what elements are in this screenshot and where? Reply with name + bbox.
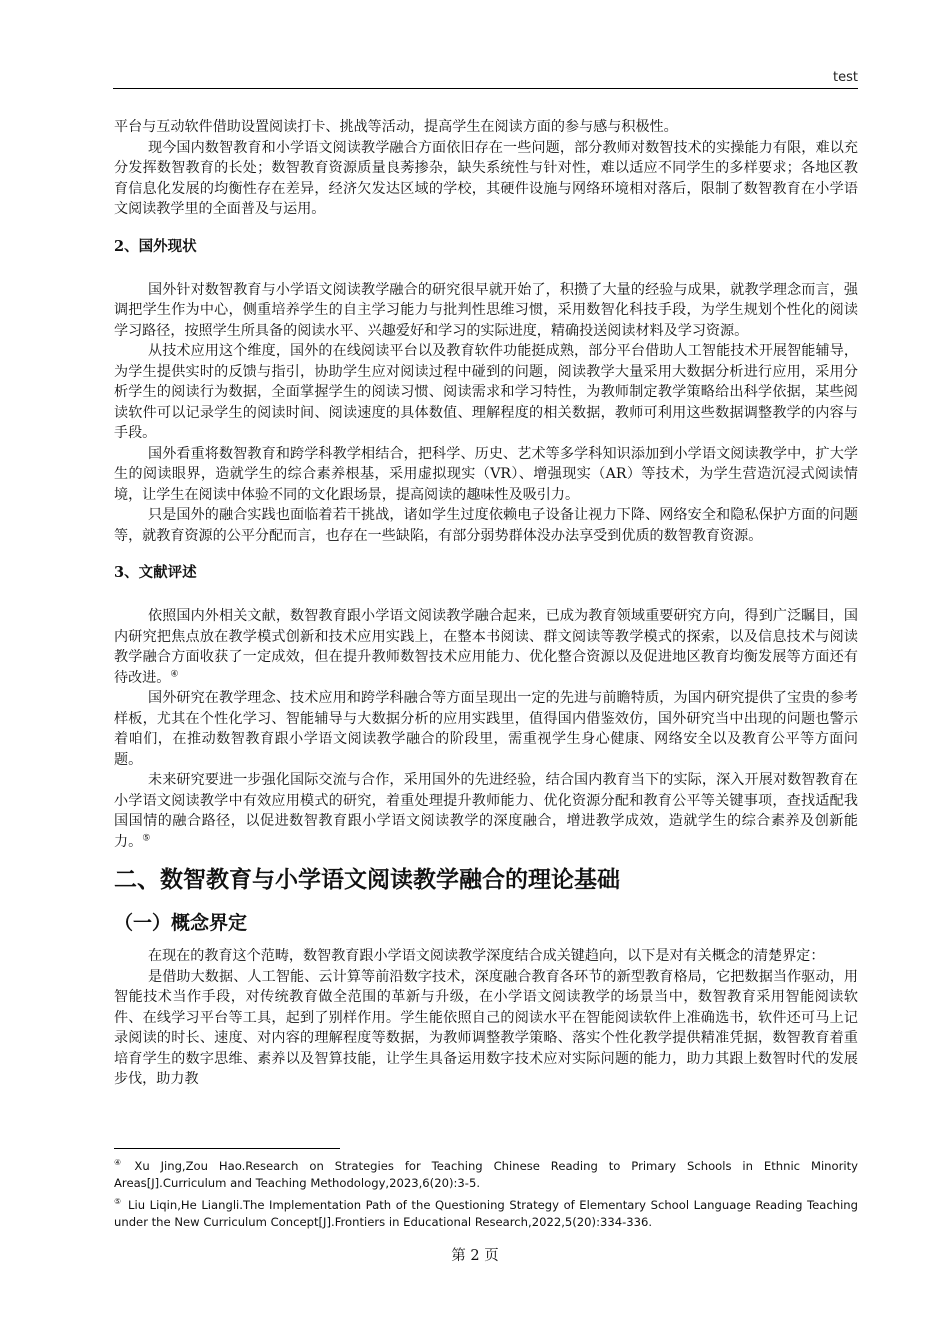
footnote-divider: [114, 1148, 340, 1149]
footnote-text: Xu Jing,Zou Hao.Research on Strategies for Teaching Chinese Reading to Primary Schools in Ethnic Minority Areas[J].Curriculum and Teaching Methodology,2023,6(20):3-5.: [114, 1158, 859, 1191]
paragraph: 从技术应用这个维度，国外的在线阅读平台以及教育软件功能挺成熟，部分平台借助人工智能技术开展智能辅导，为学生提供实时的反馈与指引，协助学生应对阅读过程中碰到的问题，阅读教学大量采用大数据分析进行应用，采用分析学生的阅读行为数据，全面掌握学生的阅读习惯、阅读需求和学习特性，为教师制定教学策略给出科学依据，某些阅读软件可以记录学生的阅读时间、阅读速度的具体数值、理解程度的相关数据，教师可利用这些数据调整教学的内容与手段。: [114, 343, 858, 441]
paragraph: 国外研究在教学理念、技术应用和跨学科融合等方面呈现出一定的先进与前瞻特质，为国内研究提供了宝贵的参考样板，尤其在个性化学习、智能辅导与大数据分析的应用实践里，值得国内借鉴效仿，国外研究当中出现的问题也警示着咱们，在推动数智教育跟小学语文阅读教学融合的阶段里，需重视学生身心健康、网络安全以及教育公平等方面问题。: [114, 690, 858, 768]
section-heading-foreign-status: 2、国外现状: [114, 237, 197, 255]
paragraph: 现今国内数智教育和小学语文阅读教学融合方面依旧存在一些问题，部分教师对数智技术的实操能力有限，难以充分发挥数智教育的长处；数智教育资源质量良莠掺杂，缺失系统性与针对性，难以适应不同学生的多样要求；各地区教育信息化发展的均衡性存在差异，经济欠发达区域的学校，其硬件设施与网络环境相对落后，限制了数智教育在小学语文阅读教学里的全面普及与运用。: [114, 139, 858, 217]
page-body: [114, 117, 858, 1090]
footnote-ref[interactable]: ④: [170, 668, 179, 679]
paragraph-with-footnote: [114, 606, 858, 688]
paragraph-with-footnote: [114, 770, 858, 852]
paragraph: 国外针对数智教育与小学语文阅读教学融合的研究很早就开始了，积攒了大量的经验与成果，就教学理念而言，强调把学生作为中心，侧重培养学生的自主学习能力与批判性思维习惯，采用数智化科技手段，为学生规划个性化的阅读学习路径，按照学生所具备的阅读水平、兴趣爱好和学习的实际进度，精确投送阅读材料及学习资源。: [114, 281, 858, 339]
paragraph: 国外看重将数智教育和跨学科教学相结合，把科学、历史、艺术等多学科知识添加到小学语文阅读教学中，扩大学生的阅读眼界，造就学生的综合素养根基，采用虚拟现实（VR）、增强现实（AR）等技术，为学生营造沉浸式阅读情境，让学生在阅读中体验不同的文化跟场景，提高阅读的趣味性及吸引力。: [114, 445, 858, 503]
footnote-text: Liu Liqin,He Liangli.The Implementation Path of the Questioning Strategy of Elementary School Language Reading Teaching under the New Curriculum Concept[J].Frontiers in Educational Research,2022,5(20):334-336.: [114, 1197, 859, 1230]
footnote-mark: ④: [114, 1158, 129, 1167]
paragraph: 只是国外的融合实践也面临着若干挑战，诸如学生过度依赖电子设备让视力下降、网络安全和隐私保护方面的问题等，就教育资源的公平分配而言，也存在一些缺陷，有部分弱势群体没办法享受到优质的数智教育资源。: [114, 507, 858, 544]
paragraph: 是借助大数据、人工智能、云计算等前沿数字技术，深度融合教育各环节的新型教育格局，它把数据当作驱动，用智能技术当作手段，对传统教育做全范围的革新与升级，在小学语文阅读教学的场景当中，数智教育采用智能阅读软件、在线学习平台等工具，起到了别样作用。学生能依照自己的阅读水平在智能阅读软件上准确选书，软件还可马上记录阅读的时长、速度、对内容的理解程度等数据，为教师调整教学策略、落实个性化教学提供精准凭据，数智教育着重培育学生的数字思维、素养以及智算技能，让学生具备运用数字技术应对实际问题的能力，助力其跟上数智时代的发展步伐，助力教: [114, 968, 858, 1087]
paragraph-text: 未来研究要进一步强化国际交流与合作，采用国外的先进经验，结合国内教育当下的实际，深入开展对数智教育在小学语文阅读教学中有效应用模式的研究，着重处理提升教师能力、优化资源分配和教育公平等关键事项，查找适配我国国情的融合路径，以促进数智教育跟小学语文阅读教学的深度融合，增进教学成效，造就学生的综合素养及创新能力。: [114, 772, 858, 850]
sub-heading-concept: （一）概念界定: [114, 912, 248, 934]
footnote-ref[interactable]: ⑤: [142, 832, 151, 843]
section-heading-literature-review: 3、文献评述: [114, 564, 197, 581]
footnote-mark: ⑤: [114, 1196, 123, 1206]
footnote: [114, 1193, 858, 1232]
page-number: 第 2 页: [451, 1248, 499, 1264]
chapter-heading: 二、数智教育与小学语文阅读教学融合的理论基础: [114, 867, 620, 893]
header-divider: [113, 88, 858, 89]
footnote: [114, 1154, 858, 1193]
footnotes: [114, 1154, 858, 1232]
paragraph-text: 依照国内外相关文献，数智教育跟小学语文阅读教学融合起来，已成为教育领域重要研究方向，得到广泛瞩目，国内研究把焦点放在教学模式创新和技术应用实践上，在整本书阅读、群文阅读等教学模式的探索，以及信息技术与阅读教学融合方面收获了一定成效，但在提升教师数智技术应用能力、优化整合资源以及促进地区教育均衡发展等方面还有待改进。: [114, 608, 858, 686]
paragraph: 平台与互动软件借助设置阅读打卡、挑战等活动，提高学生在阅读方面的参与感与积极性。: [114, 119, 678, 135]
page-header: test: [833, 70, 858, 85]
paragraph: 在现在的教育这个范畴，数智教育跟小学语文阅读教学深度结合成关键趋向，以下是对有关概念的清楚界定：: [148, 948, 825, 964]
